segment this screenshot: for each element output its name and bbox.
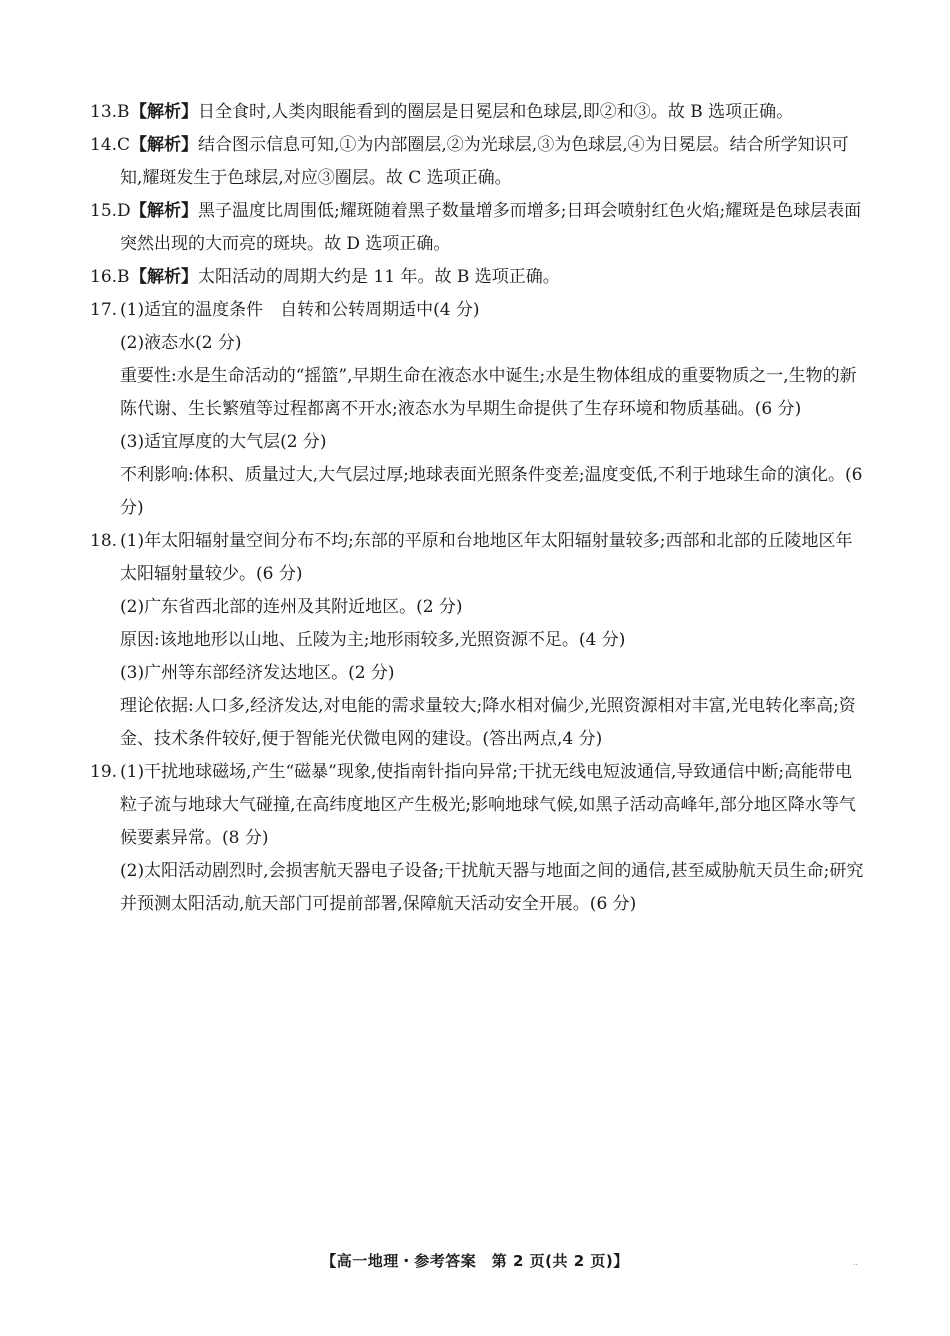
answer-16-text: 太阳活动的周期大约是 11 年。故 B 选项正确。 xyxy=(198,267,560,287)
answer-16-analysis-tag: 【解析】 xyxy=(130,267,198,287)
answer-18-part-2: (2)广东省西北部的连州及其附近地区。(2 分) xyxy=(120,597,463,617)
answer-18-number: 18. xyxy=(90,531,118,551)
answer-15-number: 15.D xyxy=(90,201,131,221)
answer-13-number: 13.B xyxy=(90,102,130,122)
answer-17-part-2: (2)液态水(2 分) xyxy=(120,333,242,353)
answer-17-number: 17. xyxy=(90,300,118,320)
answer-19-number: 19. xyxy=(90,762,118,782)
answer-17 xyxy=(90,294,865,327)
answer-18 xyxy=(90,525,865,591)
answer-17-adverse-effects: 不利影响:体积、质量过大,大气层过厚;地球表面光照条件变差;温度变低,不利于地球生命的演化。(6 分) xyxy=(120,465,863,518)
answer-18-part-3: (3)广州等东部经济发达地区。(2 分) xyxy=(120,663,395,683)
page-footer: 【高一地理・参考答案 第 2 页(共 2 页)】 xyxy=(321,1252,629,1270)
corner-mark: .. xyxy=(853,1258,859,1267)
answer-17-part-1: (1)适宜的温度条件 自转和公转周期适中(4 分) xyxy=(120,300,480,320)
answer-18-part-1: (1)年太阳辐射量空间分布不均;东部的平原和台地地区年太阳辐射量较多;西部和北部的丘陵地区年太阳辐射量较少。(6 分) xyxy=(120,531,853,584)
answer-16-number: 16.B xyxy=(90,267,130,287)
answer-14 xyxy=(90,129,865,195)
answer-19-part-1: (1)干扰地球磁场,产生“磁暴”现象,使指南针指向异常;干扰无线电短波通信,导致通信中断;高能带电粒子流与地球大气碰撞,在高纬度地区产生极光;影响地球气候,如黑子活动高峰年,部分地区降水等气候要素异常。(8 分) xyxy=(120,762,856,848)
answer-14-text: 结合图示信息可知,①为内部圈层,②为光球层,③为色球层,④为日冕层。结合所学知识可知,耀斑发生于色球层,对应③圈层。故 C 选项正确。 xyxy=(120,135,849,188)
answer-15 xyxy=(90,195,865,261)
answer-17-part-3: (3)适宜厚度的大气层(2 分) xyxy=(120,432,327,452)
answer-15-analysis-tag: 【解析】 xyxy=(130,201,198,221)
answer-16 xyxy=(90,261,865,294)
answer-13 xyxy=(90,96,865,129)
answer-18-basis: 理论依据:人口多,经济发达,对电能的需求量较大;降水相对偏少,光照资源相对丰富,光电转化率高;资金、技术条件较好,便于智能光伏微电网的建设。(答出两点,4 分) xyxy=(120,696,856,749)
answer-19 xyxy=(90,756,865,855)
answer-content xyxy=(90,96,865,921)
answer-17-importance: 重要性:水是生命活动的“摇篮”,早期生命在液态水中诞生;水是生物体组成的重要物质之一,生物的新陈代谢、生长繁殖等过程都离不开水;液态水为早期生命提供了生存环境和物质基础。(6 分) xyxy=(120,366,857,419)
answer-15-text: 黑子温度比周围低;耀斑随着黑子数量增多而增多;日珥会喷射红色火焰;耀斑是色球层表面突然出现的大而亮的斑块。故 D 选项正确。 xyxy=(120,201,862,254)
answer-18-reason: 原因:该地地形以山地、丘陵为主;地形雨较多,光照资源不足。(4 分) xyxy=(120,630,626,650)
answer-13-text: 日全食时,人类肉眼能看到的圈层是日冕层和色球层,即②和③。故 B 选项正确。 xyxy=(198,102,794,122)
answer-19-part-2: (2)太阳活动剧烈时,会损害航天器电子设备;干扰航天器与地面之间的通信,甚至威胁航天员生命;研究并预测太阳活动,航天部门可提前部署,保障航天活动安全开展。(6 分) xyxy=(120,861,864,914)
answer-13-analysis-tag: 【解析】 xyxy=(130,102,198,122)
answer-14-number: 14.C xyxy=(90,135,131,155)
answer-14-analysis-tag: 【解析】 xyxy=(130,135,198,155)
